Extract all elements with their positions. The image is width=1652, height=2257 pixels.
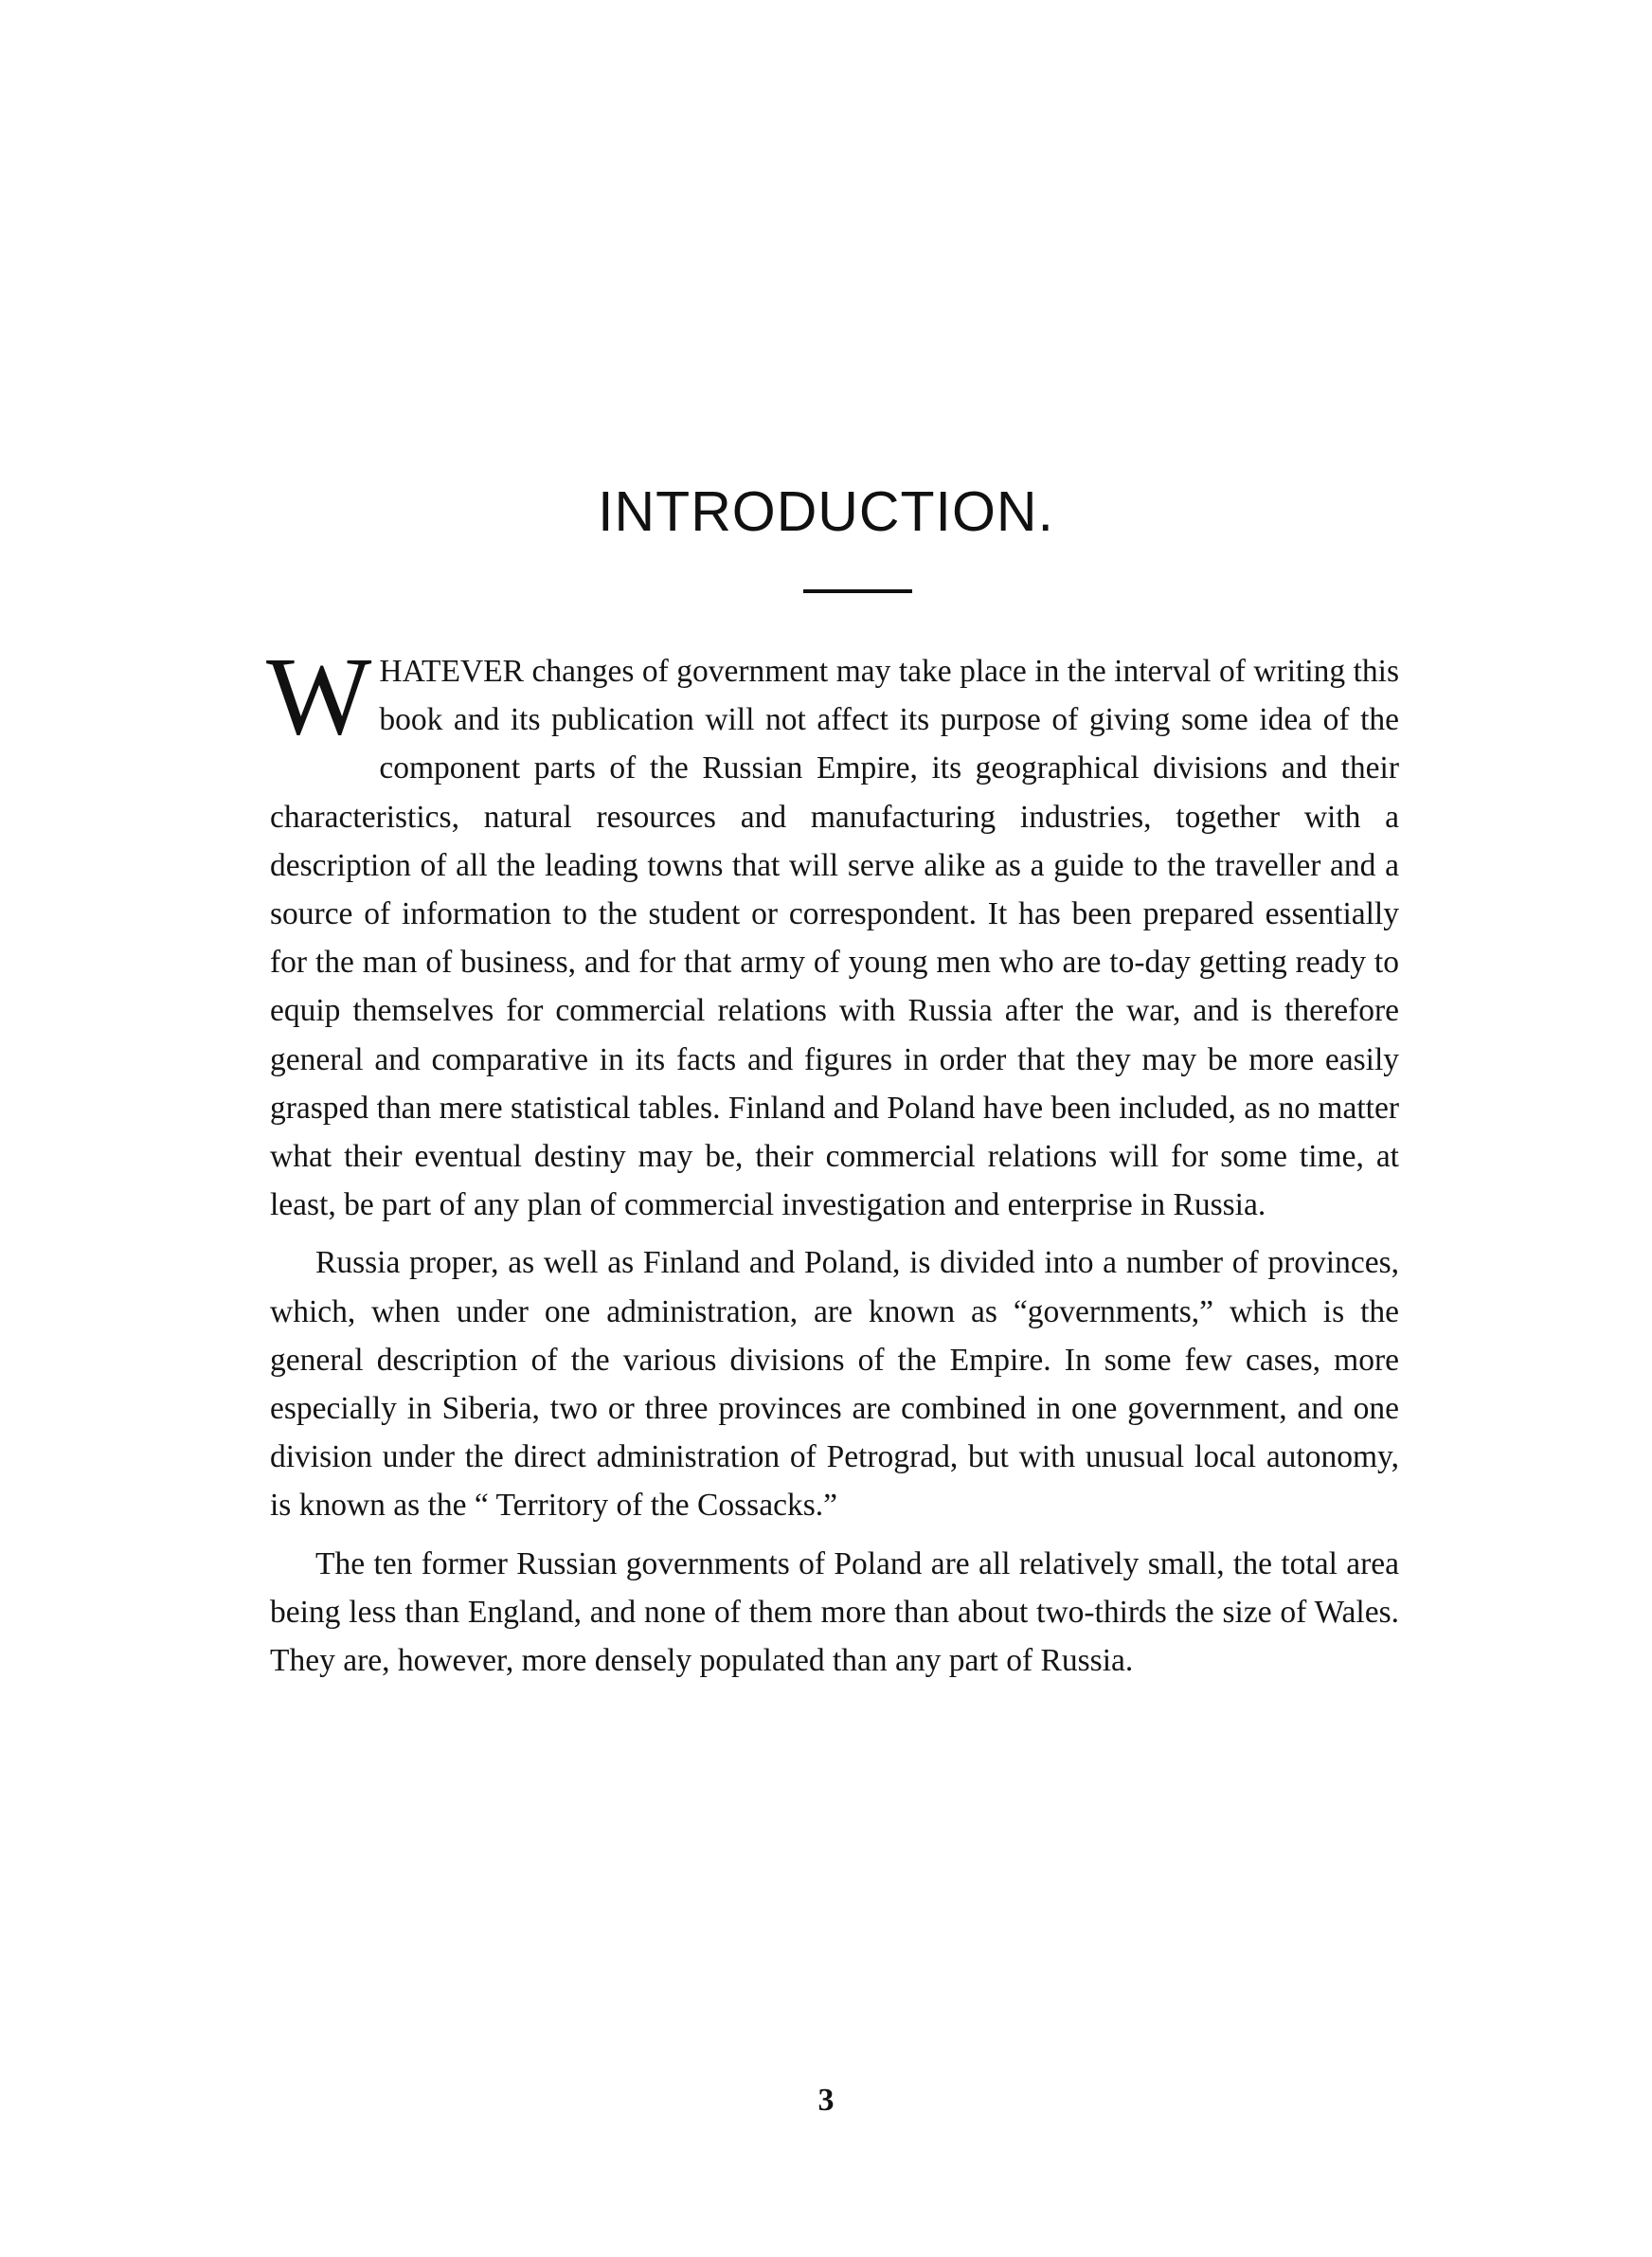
first-word-rest: HATEVER (379, 654, 524, 689)
paragraph-1-text: changes of government may take place in the interval of writing this book and its publication will not affect its purpose of giving some idea of the component parts of the Russian Empire, its geographical divisions and their characteristics, natural resources and manufacturing industries, together with a description of all the leading towns that will serve alike as a guide to the traveller and a source of information to the student or correspondent. It has been prepared essentially for the man of business, and for that army of young men who are to-day getting ready to equip themselves for commercial relations with Russia after the war, and is therefore general and comparative in its facts and figures in order that they may be more easily grasped than mere statistical tables. Finland and Poland have been included, as no matter what their eventual destiny may be, their commercial relations will for some time, at least, be part of any plan of commercial investigation and enterprise in Russia. (270, 654, 1400, 1223)
title-rule-divider (803, 589, 912, 593)
paragraph-1 (266, 634, 1400, 1229)
paragraph-2: Russia proper, as well as Finland and Poland, is divided into a number of provinces, which, when under one administration, are known as “governments,” which is the general description of the various divisions of the Empire. In some few cases, more especially in Siberia, two or three provinces are combined in one government, and one division under the direct administration of Petrograd, but with unusual local autonomy, is known as the “ Territory of the Cossacks.” (270, 1245, 1399, 1524)
chapter-title: INTRODUCTION. (598, 480, 1054, 543)
paragraph-3: The ten former Russian governments of Poland are all relatively small, the total area being less than England, and none of them more than about two-thirds the size of Wales. They are, however, more densely populated than any part of Russia. (270, 1545, 1399, 1679)
body-text (266, 634, 1400, 1685)
page-number: 3 (817, 2083, 835, 2118)
drop-cap-letter: W (266, 634, 372, 758)
